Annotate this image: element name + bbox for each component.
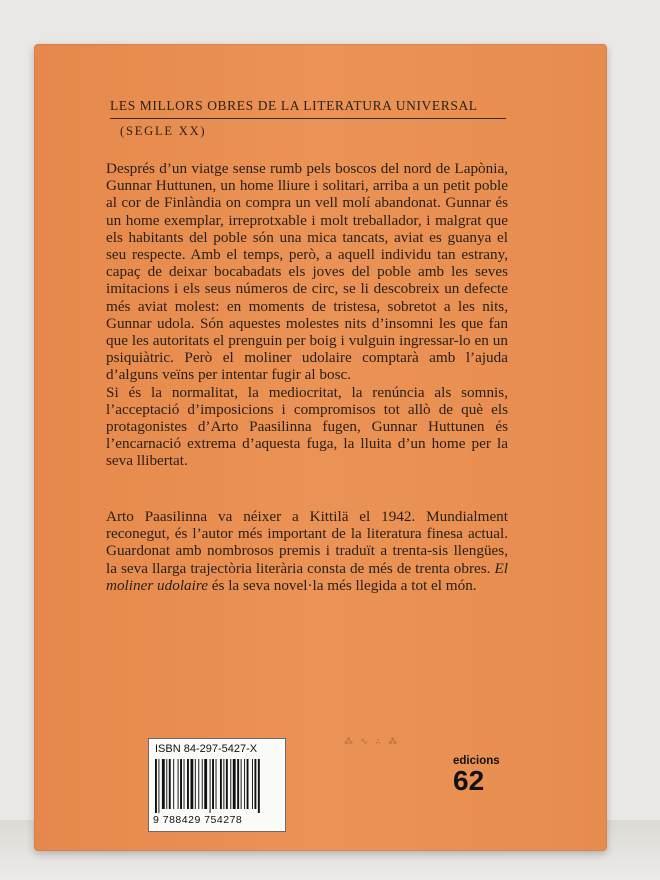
barcode-bar	[190, 759, 193, 809]
barcode-bar	[202, 759, 203, 809]
series-subtitle: (SEGLE XX)	[120, 124, 207, 138]
barcode-bar	[204, 759, 207, 809]
book-title: El moliner udolaire	[106, 559, 508, 594]
author-bio	[106, 508, 508, 594]
barcode-bar	[166, 759, 167, 809]
barcode-bar	[220, 759, 222, 809]
barcode-bar	[195, 759, 196, 809]
barcode-bar	[247, 759, 249, 809]
barcode-bar	[237, 759, 239, 809]
barcode-bar	[252, 759, 253, 809]
synopsis-paragraph-1: Després d’un viatge sense rumb pels boscos del nord de Lapònia, Gunnar Huttunen, un home lliure i solitari, arriba a un petit poble al cor de Finlàndia on compra un vell molí abandonat. Gunnar és un home exemplar, irreprotxable i molt treballador, i malgrat que els habitants del poble són una mica tancats, aviat es guanya el seu respecte. Amb el temps, però, a aquell individu tan estrany, capaç de deixar bocabadats els joves del poble amb les seves imitacions i els seus números de circ, se li descobreix un defecte més aviat molest: en moments de tristesa, sobretot a les nits, Gunnar udola. Són aquestes molestes nits d’insomni les que fan que les autoritats el prenguin per boig i vulguin ingressar-lo en un psiquiàtric. Però el moliner udolaire comptarà amb l’ajuda d’alguns veïns per intentar fugir al bosc.	[106, 160, 508, 384]
publisher-name: edicions	[453, 755, 500, 767]
barcode-bar	[244, 759, 245, 809]
barcode-bar	[198, 759, 199, 809]
faded-stamp-mark: ⁂ ∿ ∴ ⁂	[344, 737, 399, 747]
author-bio-text-end: és la seva novel·la més llegida a tot el món.	[207, 576, 477, 594]
barcode-bar	[158, 759, 159, 813]
barcode-bar	[230, 759, 231, 809]
barcode-bar	[180, 759, 182, 809]
barcode-bar	[173, 759, 174, 809]
publisher-logo-number: 62	[453, 765, 485, 796]
barcode-bar	[187, 759, 189, 809]
barcode-bar	[178, 759, 179, 809]
barcode-icon	[155, 759, 279, 813]
barcode-bar	[258, 759, 260, 813]
barcode-bar	[184, 759, 185, 809]
author-bio-text-start: Arto Paasilinna va néixer a Kittilä el 1942. Mundialment reconegut, és l’autor més important de la literatura finesa actual. Guardonat amb nombrosos premis i traduït a trenta-sis llengües, la seva llarga trajectòria literària consta de més de trenta obres.	[106, 508, 508, 577]
barcode-bar	[233, 759, 236, 809]
isbn-number: ISBN 84-297-5427-X	[155, 743, 258, 755]
barcode-bar	[169, 759, 171, 809]
barcode-bar	[223, 759, 224, 809]
series-title: LES MILLORS OBRES DE LA LITERATURA UNIVERSAL	[110, 98, 506, 119]
barcode-bar	[155, 759, 157, 813]
barcode-bar	[210, 759, 211, 813]
barcode-bar	[212, 759, 214, 809]
synopsis-paragraph-2: Si és la normalitat, la mediocritat, la renúncia als somnis, l’acceptació d’imposicions i compromisos tot allò de què els protagonistes d’Arto Paasilinna fugen, Gunnar Huttunen és l’encarnació extrema d’aquesta fuga, la lluita d’un home per la seva llibertat.	[106, 383, 508, 470]
synopsis	[106, 160, 508, 470]
barcode-label	[148, 738, 286, 832]
barcode-bar	[254, 759, 256, 809]
ean-number: 9 788429 754278	[153, 814, 243, 826]
barcode-bar	[241, 759, 242, 809]
barcode-bar	[162, 759, 165, 809]
barcode-bar	[216, 759, 217, 809]
barcode-bar	[226, 759, 228, 809]
